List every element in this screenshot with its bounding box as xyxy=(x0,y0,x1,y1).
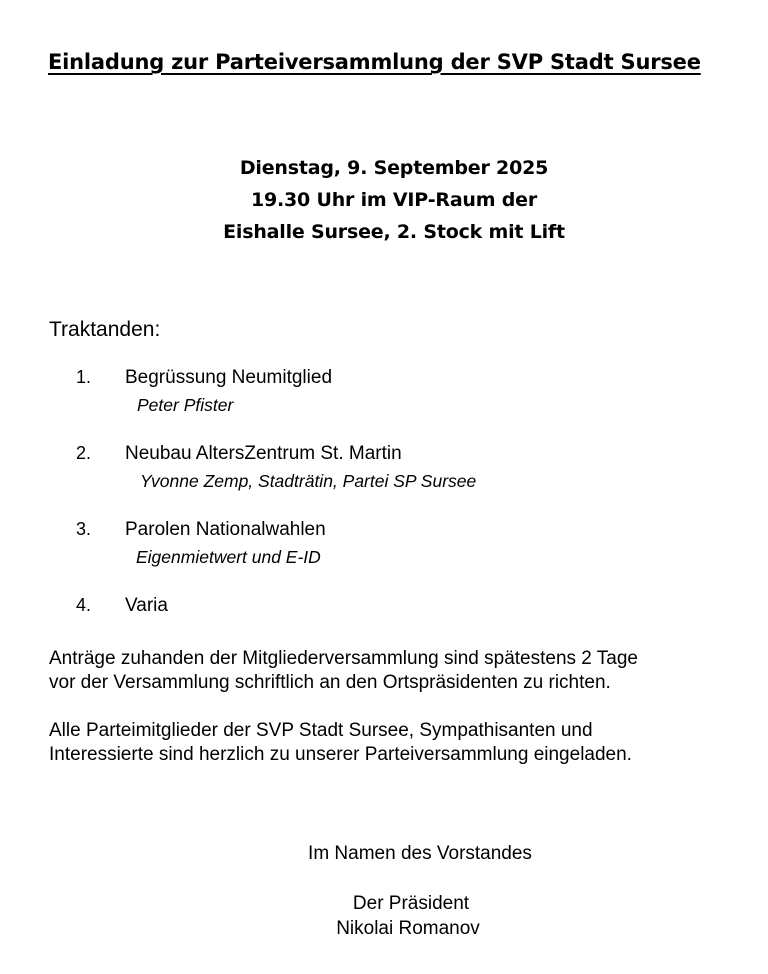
agenda-item-detail: Eigenmietwert und E-ID xyxy=(136,547,321,567)
signature-role: Der Präsident xyxy=(352,893,470,914)
agenda-item-title: Varia xyxy=(125,595,168,616)
agenda-item-detail: Peter Pfister xyxy=(137,395,234,415)
agenda-item-number: 2. xyxy=(76,443,92,463)
agenda-item-title: Parolen Nationalwahlen xyxy=(125,519,326,540)
agenda-item-detail: Yvonne Zemp, Stadträtin, Partei SP Sursee xyxy=(140,471,477,491)
paragraph-line: Interessierte sind herzlich zu unserer Parteiversammlung eingeladen. xyxy=(49,744,632,765)
agenda-item-title: Neubau AltersZentrum St. Martin xyxy=(125,443,402,464)
agenda-heading: Traktanden: xyxy=(49,318,161,341)
agenda-item-title: Begrüssung Neumitglied xyxy=(125,367,333,388)
agenda-item-number: 1. xyxy=(76,367,92,387)
agenda-item-number: 4. xyxy=(76,595,92,615)
page-title: Einladung zur Parteiversammlung der SVP Stadt Sursee xyxy=(48,50,701,74)
paragraph-line: Alle Parteimitglieder der SVP Stadt Sursee, Sympathisanten und xyxy=(49,720,593,741)
signature-name: Nikolai Romanov xyxy=(336,918,480,939)
signature-on-behalf: Im Namen des Vorstandes xyxy=(308,843,532,864)
agenda-item-number: 3. xyxy=(76,519,92,539)
event-time-place: 19.30 Uhr im VIP-Raum der xyxy=(250,189,538,211)
paragraph-line: Anträge zuhanden der Mitgliederversammlung sind spätestens 2 Tage xyxy=(49,648,638,669)
event-details xyxy=(0,152,768,248)
event-date: Dienstag, 9. September 2025 xyxy=(239,157,549,179)
paragraph-line: vor der Versammlung schriftlich an den Ortspräsidenten zu richten. xyxy=(49,672,611,693)
event-venue: Eishalle Sursee, 2. Stock mit Lift xyxy=(223,221,565,243)
motions-paragraph xyxy=(49,647,749,695)
invitation-paragraph xyxy=(49,719,749,767)
